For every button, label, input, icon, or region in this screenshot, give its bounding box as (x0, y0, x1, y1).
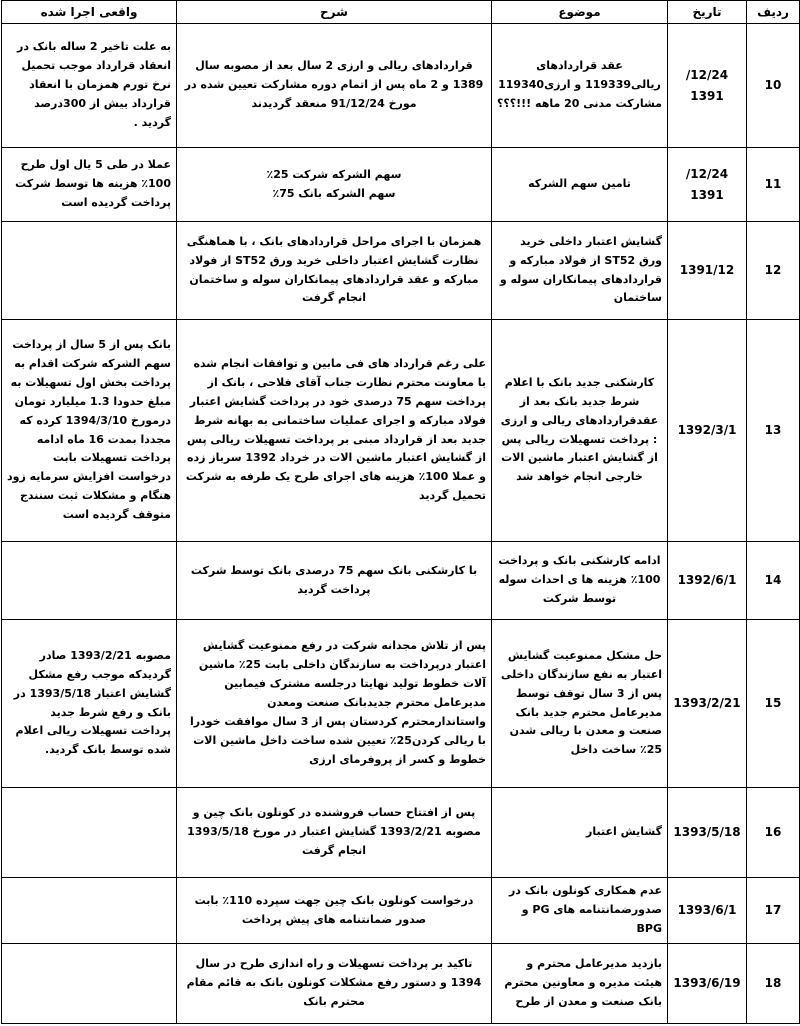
table-row (2, 320, 800, 542)
row-subject: کارشکنی جدید بانک با اعلام شرط جدید بانک بعد از عقدقراردادهای ریالی و ارزی : پرداخت تسهیلات ریالی پس از گشایش اعتبار ماشین الات خارجی انجام خواهد شد (492, 320, 668, 542)
row-date: 1393/6/1 (668, 878, 747, 944)
row-description: علی رغم قرارداد های فی مابین و توافقات انجام شده با معاونت محترم نظارت جناب آقای فلاحی ، بانک از پرداخت سهم 75 درصدی خود در پرداخت گشایش اعتبار فولاد مبارکه و اجرای عملیات ساختمانی به بهانه شرط جدید بعد از قرارداد مبنی بر پرداخت تسهیلات ریالی پس از گشایش اعتبار ماشین الات در خرداد 1392 سرباز زده و عملا 100٪ هزینه های اجرای طرح یک طرفه به شرکت تحمیل گردید (177, 320, 492, 542)
table-row (2, 542, 800, 620)
row-number: 10 (747, 24, 800, 148)
table-row (2, 788, 800, 878)
report-table (1, 0, 800, 1024)
header-row (2, 1, 800, 24)
table-row (2, 944, 800, 1024)
table-row (2, 24, 800, 148)
row-description (177, 148, 492, 222)
row-number: 13 (747, 320, 800, 542)
row-subject: گشایش اعتبار داخلی خرید ورق ST52 از فولاد مبارکه و قراردادهای پیمانکاران سوله و ساختمان (492, 222, 668, 320)
row-description: درخواست کونلون بانک چین جهت سپرده 110٪ بابت صدور ضمانتنامه های پیش پرداخت (177, 878, 492, 944)
row-description: با کارشکنی بانک سهم 75 درصدی بانک توسط شرکت پرداخت گردید (177, 542, 492, 620)
row-date: 1393/6/19 (668, 944, 747, 1024)
row-description: قراردادهای ریالی و ارزی 2 سال بعد از مصوبه سال 1389 و 2 ماه پس از اتمام دوره مشارکت تعیین شده در مورخ 91/12/24 منعقد گردیدند (177, 24, 492, 148)
row-subject: عقد قراردادهای ریالی119339 و ارزی119340 مشارکت مدنی 20 ماهه !!!؟؟؟ (492, 24, 668, 148)
date-line: 1391 (690, 88, 724, 103)
header-actual: واقعی اجرا شده (2, 1, 177, 24)
row-date: 1391/12 (668, 222, 747, 320)
row-date (668, 24, 747, 148)
row-description: پس از تلاش مجدانه شرکت در رفع ممنوعیت گشایش اعتبار درپرداخت به سازندگان داخلی بابت 25٪ ماشین آلات خطوط تولید نهایتا درجلسه مشترک فیمابین مدیرعامل محترم جدیدبانک صنعت ومعدن واستاندارمحترم کردستان پس از 3 سال موافقت خودرا با ریالی کردن25٪ تعیین شده ساخت داخل ماشین الات خطوط و کسر از پروفرمای ارزی (177, 620, 492, 788)
description-line: سهم الشرکه بانک 75٪ (272, 186, 396, 200)
row-actual (2, 788, 177, 878)
row-date: 1392/3/1 (668, 320, 747, 542)
row-number: 15 (747, 620, 800, 788)
row-date: 1393/2/21 (668, 620, 747, 788)
row-actual: عملا در طی 5 یال اول طرح 100٪ هزینه ها توسط شرکت پرداخت گردیده است (2, 148, 177, 222)
row-date (668, 148, 747, 222)
table-row (2, 620, 800, 788)
row-subject: حل مشکل ممنوعیت گشایش اعتبار به نفع سازندگان داخلی پس از 3 سال توقف توسط مدیرعامل محترم جدید بانک صنعت و معدن با ریالی شدن 25٪ ساخت داخل (492, 620, 668, 788)
date-line: 12/24/ (685, 166, 729, 181)
date-line: 1391 (690, 187, 724, 202)
row-number: 16 (747, 788, 800, 878)
row-description: همزمان با اجرای مراحل قراردادهای بانک ، با هماهنگی نظارت گشایش اعتبار داخلی خرید ورق ST52 از فولاد مبارکه و عقد قراردادهای پیمانکاران سوله و ساختمان انجام گرفت (177, 222, 492, 320)
row-date: 1393/5/18 (668, 788, 747, 878)
header-subject: موضوع (492, 1, 668, 24)
row-actual: مصوبه 1393/2/21 صادر گردیدکه موجب رفع مشکل گشایش اعتبار 1393/5/18 در بانک و رفع شرط جدید پرداخت تسهیلات ریالی اعلام شده توسط بانک گردید. (2, 620, 177, 788)
table-row (2, 222, 800, 320)
row-actual (2, 222, 177, 320)
row-actual: به علت تاخیر 2 ساله بانک در انعقاد قرارداد موجب تحمیل نرخ تورم همزمان با انعقاد قرارداد بیش از 300درصد گردید . (2, 24, 177, 148)
row-subject: عدم همکاری کونلون بانک در صدورضمانتنامه های PG و BPG (492, 878, 668, 944)
row-number: 14 (747, 542, 800, 620)
date-line: 12/24/ (685, 67, 729, 82)
row-actual (2, 944, 177, 1024)
row-actual: بانک پس از 5 سال از پرداخت سهم الشرکه شرکت اقدام به پرداخت بخش اول تسهیلات به مبلغ حدودا 1.3 میلیارد تومان درمورخ 1394/3/10 کرده که مجددا بمدت 16 ماه ادامه پرداخت تسهیلات بابت درخواست افزایش سرمایه زود هنگام و مشکلات ثبت سنندج متوقف گردیده است (2, 320, 177, 542)
row-actual (2, 878, 177, 944)
header-row-number: ردیف (747, 1, 800, 24)
row-subject: ادامه کارشکنی بانک و پرداخت 100٪ هزینه ها ی احداث سوله توسط شرکت (492, 542, 668, 620)
row-number: 18 (747, 944, 800, 1024)
row-number: 11 (747, 148, 800, 222)
row-description: پس از افتتاح حساب فروشنده در کونلون بانک چین و مصوبه 1393/2/21 گشایش اعتبار در مورخ 1393/5/18 انجام گرفت (177, 788, 492, 878)
row-subject: تامین سهم الشرکه (492, 148, 668, 222)
row-actual (2, 542, 177, 620)
row-number: 12 (747, 222, 800, 320)
description-line: سهم الشرکه شرکت 25٪ (266, 167, 402, 181)
table-row (2, 878, 800, 944)
row-number: 17 (747, 878, 800, 944)
table-row (2, 148, 800, 222)
header-description: شرح (177, 1, 492, 24)
row-subject: بازدید مدیرعامل محترم و هیئت مدیره و معاونین محترم بانک صنعت و معدن از طرح (492, 944, 668, 1024)
row-description: تاکید بر پرداخت تسهیلات و راه اندازی طرح در سال 1394 و دستور رفع مشکلات کونلون بانک به قائم مقام محترم بانک (177, 944, 492, 1024)
header-date: تاریخ (668, 1, 747, 24)
row-subject: گشایش اعتبار (492, 788, 668, 878)
row-date: 1392/6/1 (668, 542, 747, 620)
